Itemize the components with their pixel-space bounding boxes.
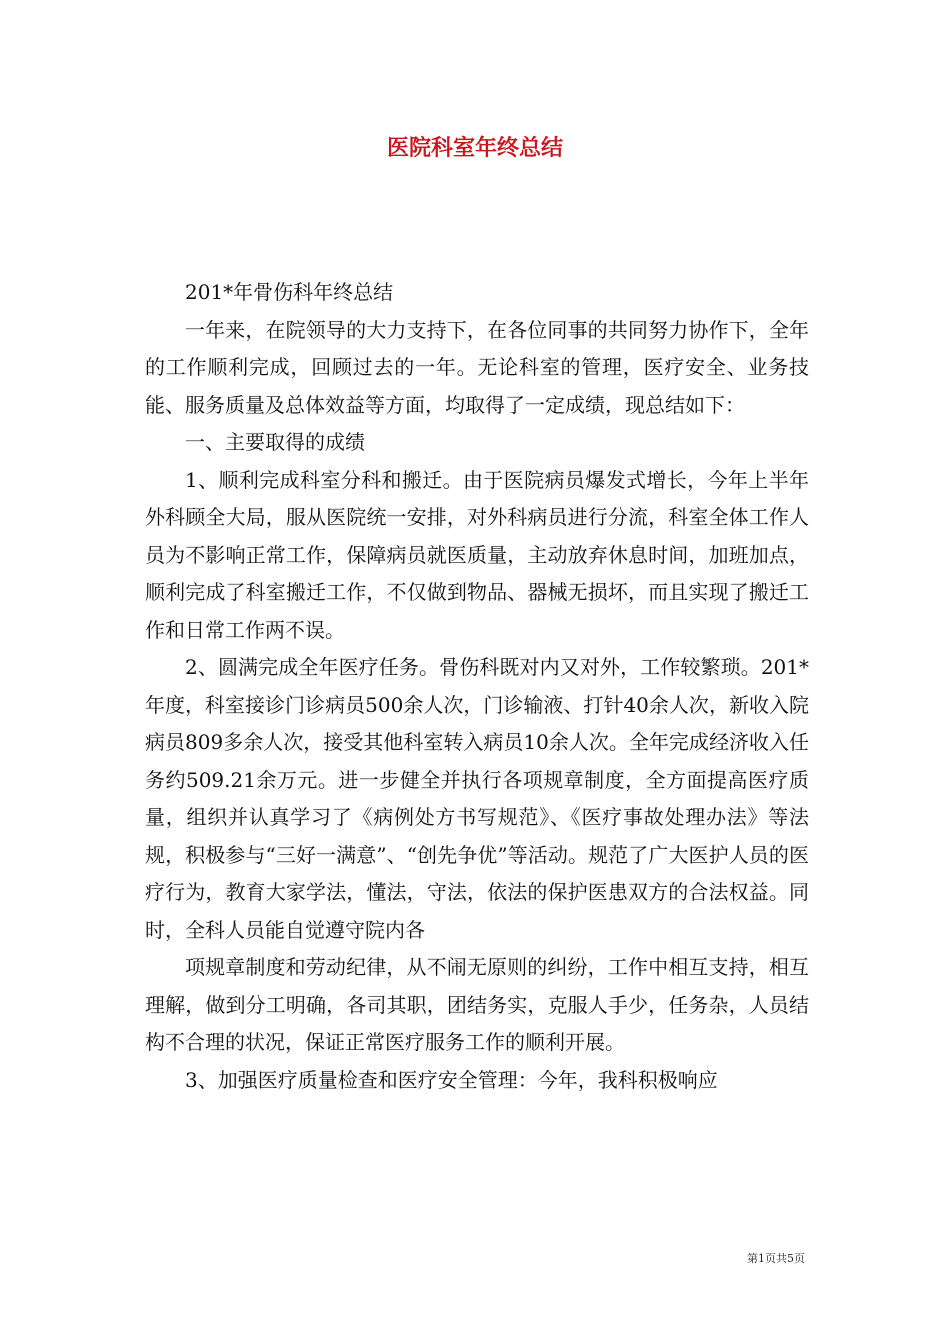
paragraph-item-2: 2、圆满完成全年医疗任务。骨伤科既对内又对外，工作较繁琐。201*年度，科室接诊门诊病员500余人次，门诊输液、打针40余人次，新收入院病员809多余人次，接受其他科室转入病员10余人次。全年完成经济收入任务约509.21余万元。进一步健全并执行各项规章制度，全方面提高医疗质量，组织并认真学习了《病例处方书写规范》、《医疗事故处理办法》等法规，积极参与“三好一满意”、“创先争优”等活动。规范了广大医护人员的医疗行为，教育大家学法，懂法，守法，依法的保护医患双方的合法权益。同时，全科人员能自觉遵守院内各	[145, 655, 809, 942]
subtitle-paragraph: 201*年骨伤科年终总结	[185, 280, 394, 304]
paragraph-continuation: 项规章制度和劳动纪律，从不闹无原则的纠纷，工作中相互支持，相互理解，做到分工明确，各司其职，团结务实，克服人手少，任务杂，人员结构不合理的状况，保证正常医疗服务工作的顺利开展。	[145, 955, 809, 1054]
paragraph-item-3: 3、加强医疗质量检查和医疗安全管理：今年，我科积极响应	[185, 1067, 718, 1092]
paragraph-item-1: 1、顺利完成科室分科和搬迁。由于医院病员爆发式增长，今年上半年外科顾全大局，服从医院统一安排，对外科病员进行分流，科室全体工作人员为不影响正常工作，保障病员就医质量，主动放弃休息时间，加班加点，顺利完成了科室搬迁工作，不仅做到物品、器械无损坏，而且实现了搬迁工作和日常工作两不误。	[145, 467, 809, 642]
intro-paragraph: 一年来，在院领导的大力支持下，在各位同事的共同努力协作下，全年的工作顺利完成，回顾过去的一年。无论科室的管理，医疗安全、业务技能、服务质量及总体效益等方面，均取得了一定成绩，现总结如下：	[145, 317, 809, 417]
page-title: 医院科室年终总结	[386, 136, 563, 161]
page-number: 第1页共5页	[747, 1252, 805, 1265]
document-body	[145, 274, 809, 1099]
section-heading: 一、主要取得的成绩	[185, 430, 365, 454]
